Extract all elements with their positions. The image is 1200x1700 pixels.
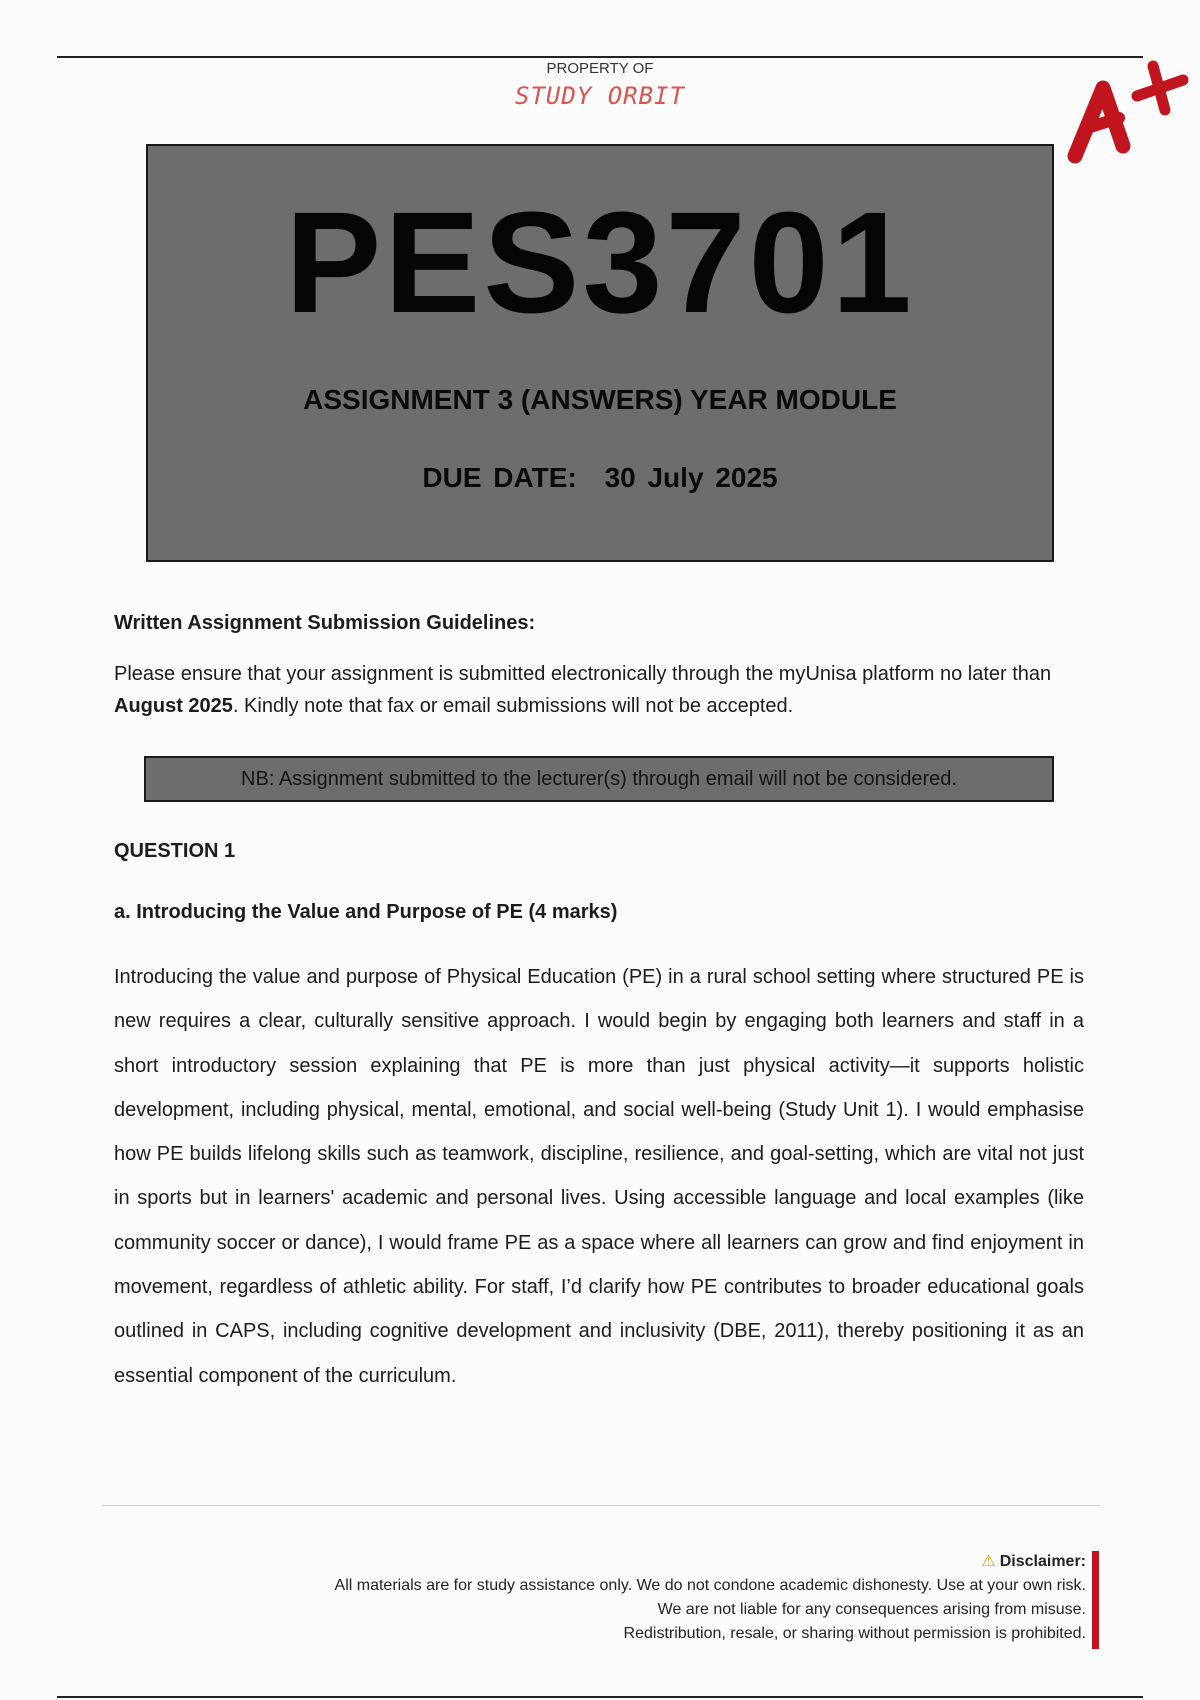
guidelines-text-end: . Kindly note that fax or email submissions will not be accepted. xyxy=(232,695,794,717)
course-code: PES3701 xyxy=(285,182,915,343)
disclaimer-line: We are not liable for any consequences arising from misuse. xyxy=(657,1601,1086,1618)
property-label: PROPERTY OF xyxy=(546,60,654,77)
disclaimer-heading: Disclaimer: xyxy=(999,1553,1086,1570)
due-date-label: DUE DATE: xyxy=(422,462,577,493)
guidelines-heading: Written Assignment Submission Guidelines: xyxy=(114,612,536,634)
guidelines-text xyxy=(114,658,1084,722)
due-date xyxy=(148,462,1052,494)
disclaimer-line: All materials are for study assistance only. We do not condone academic dishonesty. Use at your own risk. xyxy=(334,1577,1086,1594)
title-box xyxy=(146,144,1054,562)
due-date-value: 30 July 2025 xyxy=(604,462,778,493)
disclaimer xyxy=(120,1550,1086,1646)
question-part-a-heading: a. Introducing the Value and Purpose of PE (4 marks) xyxy=(114,901,618,923)
disclaimer-accent-bar xyxy=(1092,1551,1099,1649)
brand-logo: STUDY ORBIT xyxy=(515,82,685,110)
guidelines-text-start: Please ensure that your assignment is submitted electronically through the myUnisa platform no later than xyxy=(114,663,1052,685)
question-title: QUESTION 1 xyxy=(114,840,236,862)
grade-stamp xyxy=(1065,58,1195,168)
guidelines-deadline: August 2025 xyxy=(114,695,233,717)
bottom-rule xyxy=(57,1696,1143,1698)
question-part-a-answer: Introducing the value and purpose of Physical Education (PE) in a rural school setting where structured PE is new requires a clear, culturally sensitive approach. I would begin by engaging both learners and staff in a short introductory session explaining that PE is more than just physical activity—it supports holistic development, including physical, mental, emotional, and social well-being (Study Unit 1). I would emphasise how PE builds lifelong skills such as teamwork, discipline, resilience, and goal-setting, which are vital not just in sports but in learners' academic and personal lives. Using accessible language and local examples (like community soccer or dance), I would frame PE as a space where all learners can grow and find enjoyment in movement, regardless of athletic ability. For staff, I’d clarify how PE contributes to broader educational goals outlined in CAPS, including cognitive development and inclusivity (DBE, 2011), thereby positioning it as an essential component of the curriculum. xyxy=(114,966,1084,1387)
warning-icon: ⚠ xyxy=(981,1553,996,1570)
disclaimer-line: Redistribution, resale, or sharing without permission is prohibited. xyxy=(623,1625,1086,1642)
top-rule xyxy=(57,56,1143,58)
assignment-subtitle: ASSIGNMENT 3 (ANSWERS) YEAR MODULE xyxy=(303,384,897,415)
nb-notice: NB: Assignment submitted to the lecturer(s) through email will not be considered. xyxy=(144,756,1054,802)
footer-divider xyxy=(102,1505,1100,1506)
